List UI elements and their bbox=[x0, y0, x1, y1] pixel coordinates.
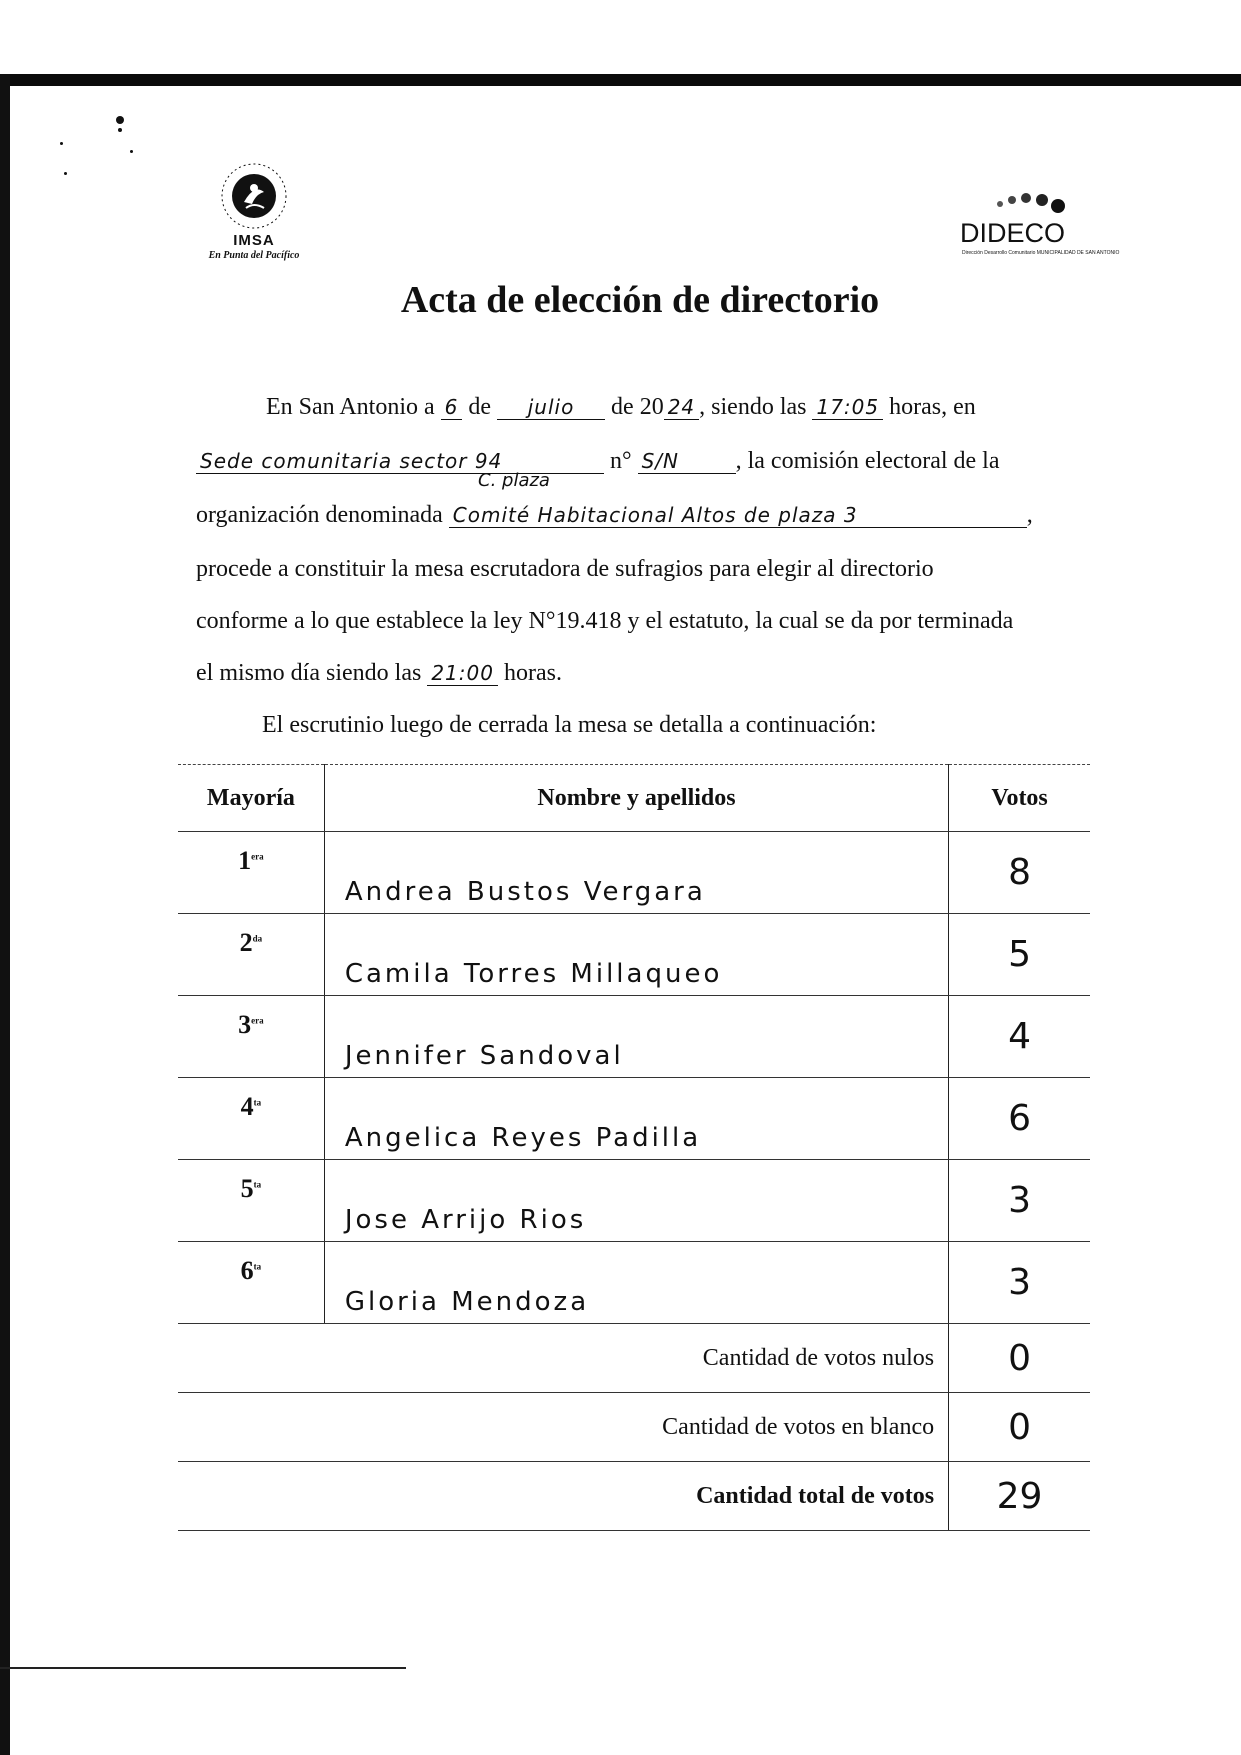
candidate-name: Jennifer Sandoval bbox=[344, 1041, 624, 1071]
text-fragment: n° bbox=[610, 448, 632, 474]
header-name: Nombre y apellidos bbox=[324, 765, 948, 832]
candidate-name: Angelica Reyes Padilla bbox=[344, 1123, 702, 1153]
table-row bbox=[178, 996, 1090, 1078]
imsa-logo bbox=[196, 158, 316, 276]
body-line-6 bbox=[196, 660, 562, 687]
null-votes-row bbox=[178, 1324, 1090, 1393]
table-row bbox=[178, 1160, 1090, 1242]
candidate-name: Camila Torres Millaqueo bbox=[344, 959, 723, 989]
name-cell bbox=[324, 832, 948, 914]
scan-top-border bbox=[0, 74, 1241, 86]
total-votes-row bbox=[178, 1462, 1090, 1531]
table-row bbox=[178, 914, 1090, 996]
rank-cell: $5^{ta}$ bbox=[178, 1160, 324, 1242]
blank-votes-value: 0 bbox=[949, 1393, 1090, 1462]
imsa-emblem-icon bbox=[216, 158, 292, 234]
votes-cell: 8 bbox=[949, 832, 1090, 914]
candidate-name: Andrea Bustos Vergara bbox=[344, 877, 706, 907]
text-fragment: el mismo día siendo las bbox=[196, 660, 422, 686]
scan-speck bbox=[116, 116, 124, 124]
dideco-subtitle: Dirección Desarrollo Comunitario MUNICIPALIDAD DE SAN ANTONIO bbox=[962, 250, 1120, 256]
text-fragment: organización denominada bbox=[196, 502, 443, 528]
handwritten-day: 6 bbox=[441, 395, 463, 420]
imsa-tagline: En Punta del Pacífico bbox=[208, 250, 300, 261]
body-line-5: conforme a lo que establece la ley N°19.418 y el estatuto, la cual se da por terminada bbox=[196, 608, 1014, 634]
table-header-row bbox=[178, 765, 1090, 832]
text-fragment: , siendo las bbox=[699, 394, 807, 420]
handwritten-end-time: 21:00 bbox=[427, 661, 498, 686]
total-votes-value: 29 bbox=[949, 1462, 1090, 1531]
text-fragment: En San Antonio a bbox=[266, 394, 435, 420]
text-fragment: de bbox=[468, 394, 492, 420]
name-cell bbox=[324, 1078, 948, 1160]
rank-cell: $2^{da}$ bbox=[178, 914, 324, 996]
handwritten-year: 24 bbox=[664, 395, 699, 420]
scan-left-border bbox=[0, 74, 10, 1755]
imsa-brand: IMSA bbox=[233, 232, 275, 249]
name-cell bbox=[324, 1160, 948, 1242]
text-fragment: de 20 bbox=[611, 394, 664, 420]
votes-cell: 4 bbox=[949, 996, 1090, 1078]
dideco-logo bbox=[960, 188, 1120, 268]
total-votes-label: Cantidad total de votos bbox=[178, 1462, 949, 1531]
candidate-name: Gloria Mendoza bbox=[344, 1287, 590, 1317]
scan-speck bbox=[118, 128, 122, 132]
handwritten-place: Sede comunitaria sector 94 bbox=[196, 449, 604, 474]
name-cell bbox=[324, 1242, 948, 1324]
rank-cell: $6^{ta}$ bbox=[178, 1242, 324, 1324]
header-votes: Votos bbox=[949, 765, 1090, 832]
name-cell bbox=[324, 914, 948, 996]
null-votes-label: Cantidad de votos nulos bbox=[178, 1324, 949, 1393]
votes-cell: 5 bbox=[949, 914, 1090, 996]
results-table bbox=[178, 764, 1090, 1531]
rank-cell: $4^{ta}$ bbox=[178, 1078, 324, 1160]
handwritten-number: S/N bbox=[638, 449, 736, 474]
dideco-dots-icon bbox=[990, 188, 1070, 218]
text-fragment: horas, en bbox=[889, 394, 976, 420]
votes-cell: 3 bbox=[949, 1242, 1090, 1324]
body-line-4: procede a constituir la mesa escrutadora de sufragios para elegir al directorio bbox=[196, 556, 934, 582]
rank-cell: $3^{era}$ bbox=[178, 996, 324, 1078]
handwritten-start-time: 17:05 bbox=[812, 395, 883, 420]
scan-speck bbox=[64, 172, 67, 175]
votes-cell: 3 bbox=[949, 1160, 1090, 1242]
body-line-1 bbox=[266, 394, 976, 421]
blank-votes-row bbox=[178, 1393, 1090, 1462]
body-line-2 bbox=[196, 448, 1000, 475]
header-rank: Mayoría bbox=[178, 765, 324, 832]
text-fragment: horas. bbox=[503, 660, 562, 686]
body-line-7: El escrutinio luego de cerrada la mesa se detalla a continuación: bbox=[262, 712, 877, 738]
blank-votes-label: Cantidad de votos en blanco bbox=[178, 1393, 949, 1462]
handwritten-place-note: C. plaza bbox=[478, 470, 550, 491]
null-votes-value: 0 bbox=[949, 1324, 1090, 1393]
votes-cell: 6 bbox=[949, 1078, 1090, 1160]
candidate-name: Jose Arrijo Rios bbox=[344, 1205, 587, 1235]
table-row bbox=[178, 1078, 1090, 1160]
dideco-brand: DIDECO bbox=[960, 218, 1066, 248]
table-row bbox=[178, 832, 1090, 914]
body-line-3 bbox=[196, 502, 1033, 529]
scan-speck bbox=[130, 150, 133, 153]
footer-rule bbox=[0, 1667, 406, 1669]
table-row bbox=[178, 1242, 1090, 1324]
text-fragment: , la comisión electoral de la bbox=[735, 448, 1000, 474]
handwritten-organization: Comité Habitacional Altos de plaza 3 bbox=[449, 503, 1027, 528]
text-fragment: , bbox=[1026, 502, 1033, 528]
handwritten-month: julio bbox=[497, 395, 605, 420]
scan-speck bbox=[60, 142, 63, 145]
rank-cell: $1^{era}$ bbox=[178, 832, 324, 914]
name-cell bbox=[324, 996, 948, 1078]
document-title: Acta de elección de directorio bbox=[400, 279, 880, 321]
